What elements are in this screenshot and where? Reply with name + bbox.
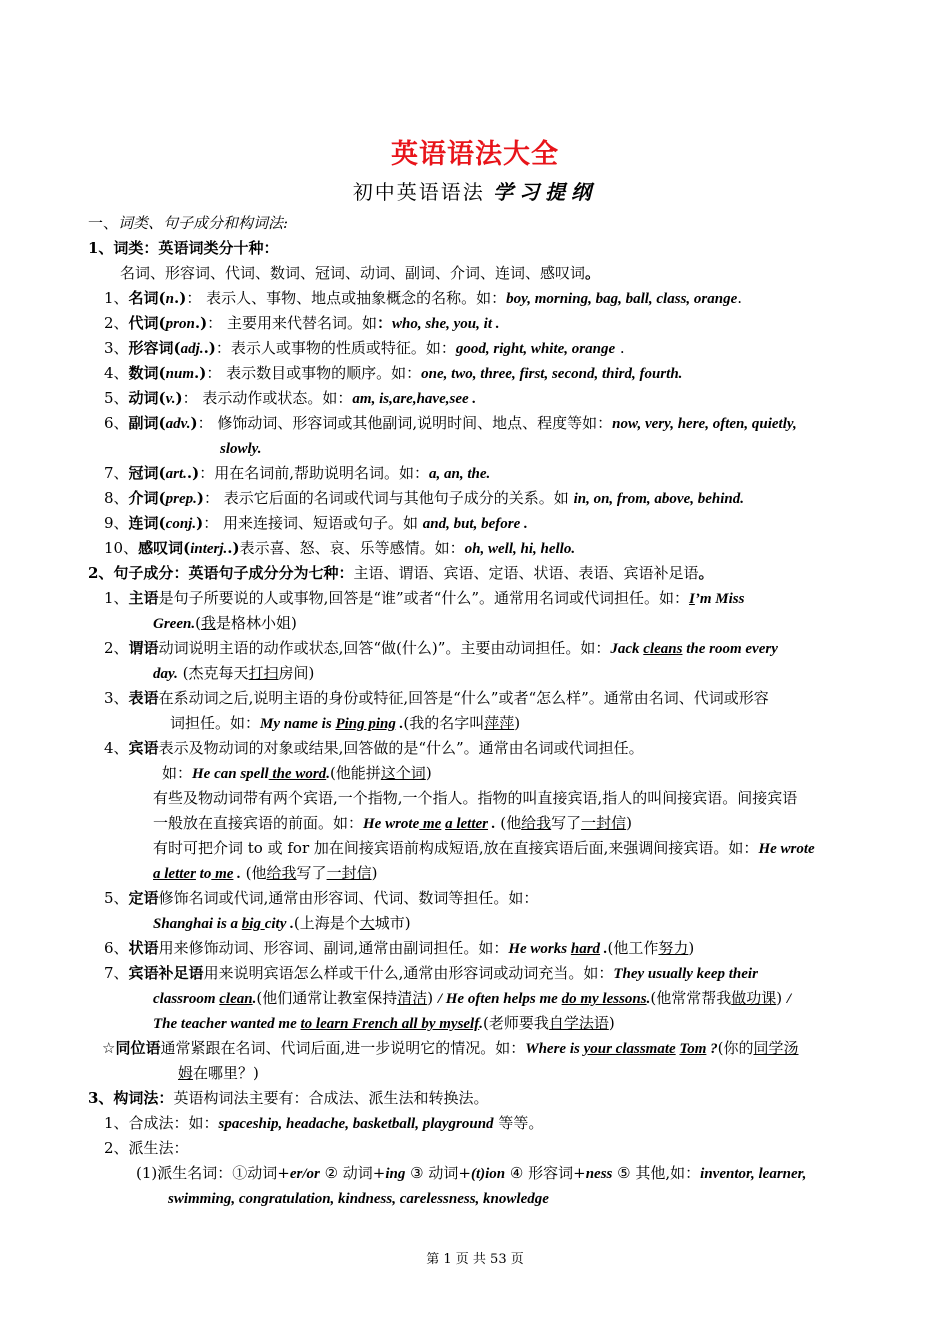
text-run: ：表示人或事物的性质或特征。如： — [215, 339, 456, 357]
subtitle-main: 初中英语语法 — [352, 180, 485, 204]
text-line — [88, 238, 278, 258]
text-run: hard — [570, 941, 601, 957]
text-run: 同位语 — [115, 1039, 161, 1057]
text-run: 动词( — [128, 389, 166, 407]
text-run: 同学汤 — [753, 1039, 799, 1057]
text-run: me — [419, 816, 442, 832]
text-run: They usually keep their — [613, 966, 758, 982]
text-run: day. — [153, 666, 178, 682]
text-line — [104, 1113, 543, 1134]
text-line — [104, 638, 778, 659]
text-run: 是格林小姐) — [215, 614, 297, 632]
text-run: 在系动词之后,说明主语的身份或特征,回答是“什么”或者“怎么样”。通常由名词、代词或形容 — [158, 689, 769, 707]
text-line — [153, 1013, 615, 1034]
text-run: boy, morning, bag, ball, class, orange — [506, 291, 738, 307]
text-run: ) — [776, 989, 787, 1007]
text-run: ing — [385, 1166, 406, 1182]
text-run: 等等。 — [493, 1114, 544, 1132]
page-title: 英语语法大全 — [391, 139, 559, 170]
text-run: 姆 — [178, 1064, 194, 1082]
text-run: ：用在名词前,帮助说明名词。如： — [199, 464, 430, 482]
text-run: (他 — [240, 864, 267, 882]
page-footer: 第 1 页 共 53 页 — [426, 1252, 524, 1267]
text-run: ： — [376, 314, 392, 332]
text-run: 表示及物动词的对象或结果,回答做的是“什么”。通常由名词或代词担任。 — [158, 739, 644, 757]
text-run: 5、 — [104, 389, 129, 407]
text-run: 1、 — [104, 289, 129, 307]
text-run: a letter — [445, 816, 488, 832]
text-run: .) — [194, 314, 208, 332]
text-line — [104, 738, 644, 758]
text-run: ： 修饰动词、形容词或其他副词,说明时间、地点、程度等如： — [197, 414, 613, 432]
text-run: 一、 — [88, 214, 119, 232]
text-run: adv. — [165, 416, 191, 432]
text-line — [104, 588, 744, 609]
text-run: 副词( — [128, 414, 166, 432]
text-line — [104, 463, 490, 484]
text-run: 介词( — [128, 489, 166, 507]
text-run: . — [737, 289, 743, 307]
text-run: 词类、句子成分和构词法: — [118, 214, 289, 232]
text-run: a, an, the. — [429, 466, 491, 482]
text-run: (他工作 — [607, 939, 659, 957]
text-run: (他能拼 — [329, 764, 381, 782]
text-run: big — [241, 916, 265, 932]
text-run: Green. — [153, 616, 196, 632]
text-run: ) — [175, 389, 183, 407]
text-run: conj. — [165, 516, 197, 532]
text-run: ： 表示数目或事物的顺序。如： — [206, 364, 422, 382]
text-run: 写了 — [296, 864, 327, 882]
text-line — [104, 688, 769, 708]
text-run: 主语 — [128, 589, 159, 607]
text-run: 给我 — [266, 864, 297, 882]
text-run: 2、 — [104, 639, 129, 657]
text-run: 英语构词法主要有：合成法、派生法和转换法。 — [173, 1089, 489, 1107]
text-run: My name is — [260, 716, 336, 732]
text-run: ) — [190, 414, 198, 432]
text-run: 3、 — [104, 689, 129, 707]
text-run: ’m Miss — [694, 591, 745, 607]
text-line — [104, 513, 528, 534]
text-run: ) — [196, 514, 204, 532]
text-run: pron — [165, 316, 195, 332]
text-run: 用来说明宾语怎么样或干什么,通常由形容词或动词充当。如： — [203, 964, 614, 982]
text-run: ( — [195, 614, 201, 632]
text-run: . — [326, 766, 330, 782]
text-run: .) — [174, 289, 187, 307]
text-run: 动词说明主语的动作或状态,回答“做(什么)”。主要由动词担任。如： — [158, 639, 611, 657]
text-run: He wrote — [363, 816, 420, 832]
text-run: .) — [186, 464, 200, 482]
text-run: . — [252, 991, 257, 1007]
text-line — [153, 863, 377, 884]
text-run: 有些及物动词带有两个宾语,一个指物,一个指人。指物的叫直接宾语,指人的叫间接宾语。间接宾语 — [153, 789, 798, 807]
text-run: 2、 — [104, 314, 129, 332]
text-run: 城市) — [374, 914, 411, 932]
text-run: / He often helps me — [437, 991, 562, 1007]
text-line — [153, 613, 297, 634]
text-run: 1、 — [104, 589, 129, 607]
page-subtitle — [0, 176, 950, 205]
text-run: 这个词 — [380, 764, 426, 782]
text-run: 写了 — [551, 814, 582, 832]
text-run: ) — [688, 939, 695, 957]
text-line — [104, 938, 694, 959]
text-run: prep. — [165, 491, 197, 507]
text-run: ) — [196, 489, 205, 507]
text-run: ) — [371, 864, 378, 882]
text-run: 通常紧跟在名词、代词后面,进一步说明它的情况。如： — [160, 1039, 526, 1057]
text-run: (老师要我 — [482, 1014, 549, 1032]
text-run: The teacher wanted me — [153, 1016, 301, 1032]
text-run: He works — [508, 941, 571, 957]
text-run: 7、 — [104, 964, 129, 982]
text-run: ) — [427, 989, 438, 1007]
text-run: He can spell — [192, 766, 269, 782]
text-line — [168, 1188, 549, 1209]
text-run: 9、 — [104, 514, 129, 532]
text-line — [102, 1038, 799, 1059]
text-run: a letter — [153, 866, 196, 882]
text-run: 是句子所要说的人或事物,回答是“谁”或者“什么”。通常用名词或代词担任。如： — [158, 589, 690, 607]
text-run: 2、句子成分：英语句子成分分为七种： — [88, 564, 354, 582]
text-run: 在哪里？) — [193, 1064, 259, 1082]
text-run: 一封信 — [326, 864, 372, 882]
text-run: adj. — [180, 341, 204, 357]
text-run: who, she, you, it . — [391, 316, 500, 332]
text-run: one, two, three, first, second, third, fourth. — [421, 366, 683, 382]
text-line — [104, 313, 500, 334]
text-run: I — [689, 591, 695, 607]
text-run: 一封信 — [581, 814, 627, 832]
text-line — [153, 663, 314, 684]
text-run: 萍萍 — [484, 714, 515, 732]
text-run: .) — [194, 364, 207, 382]
text-line — [153, 813, 632, 834]
text-run: Shanghai is a — [153, 916, 242, 932]
text-run: ☆ — [102, 1039, 116, 1057]
text-run: interj. — [190, 541, 228, 557]
text-run: classroom — [153, 991, 220, 1007]
text-run: 冠词( — [128, 464, 166, 482]
text-run: (上海是个 — [293, 914, 360, 932]
text-run: 连词( — [128, 514, 166, 532]
text-run: num — [165, 366, 195, 382]
text-run: ④ 形容词+ — [505, 1164, 586, 1182]
text-run: swimming, congratulation, kindness, carelessness, knowledge — [168, 1191, 549, 1207]
text-line — [153, 988, 791, 1009]
text-run: 自学法语 — [548, 1014, 609, 1032]
text-run: ： 表示它后面的名词或代词与其他句子成分的关系。如 — [204, 489, 574, 507]
text-run: 6、 — [104, 939, 129, 957]
text-run: 词担任。如： — [170, 714, 261, 732]
text-run: 大 — [359, 914, 375, 932]
text-run: in, on, from, above, behind. — [573, 491, 744, 507]
text-run: oh, well, hi, hello. — [464, 541, 576, 557]
text-run: slowly. — [220, 441, 262, 457]
text-run: 有时可把介词 to 或 for 加在间接宾语前构成短语,放在直接宾语后面,来强调间接宾语。如： — [153, 839, 759, 857]
text-run: art. — [165, 466, 187, 482]
text-run: (他常常帮我 — [650, 989, 732, 1007]
text-run: 主语、谓语、宾语、定语、状语、表语、宾语补足语 — [353, 564, 699, 582]
text-run: now, very, here, often, quietly, — [612, 416, 797, 432]
text-run: 3、 — [104, 339, 129, 357]
text-run: and, but, before . — [422, 516, 528, 532]
text-run: (他们通常让教室保持 — [256, 989, 398, 1007]
text-run: ? — [706, 1041, 718, 1057]
text-run: .) — [227, 539, 240, 557]
text-run: 1、合成法：如： — [104, 1114, 219, 1132]
text-line — [170, 713, 520, 734]
text-run: ) — [626, 814, 633, 832]
text-run: Tom — [679, 1041, 707, 1057]
text-run: n — [165, 291, 174, 307]
text-run: 2、派生法： — [104, 1139, 189, 1157]
text-run: 7、 — [104, 464, 129, 482]
text-run: 谓语 — [128, 639, 159, 657]
text-line — [88, 1088, 488, 1108]
text-run: ⑤ 其他,如： — [612, 1164, 701, 1182]
text-line — [88, 563, 713, 583]
text-run: inventor, learner, — [700, 1166, 807, 1182]
text-line — [153, 838, 815, 859]
text-run: 5、 — [104, 889, 129, 907]
text-run: . — [600, 941, 608, 957]
text-run: 给我 — [521, 814, 552, 832]
text-run: (1)派生名词：①动词+ — [136, 1164, 290, 1182]
text-run: (你的 — [717, 1039, 754, 1057]
text-run: 修饰名词或代词,通常由形容词、代词、数词等担任。如： — [158, 889, 539, 907]
text-run: clean — [219, 991, 253, 1007]
text-run: . — [646, 991, 651, 1007]
text-run: ： 表示动作或状态。如： — [182, 389, 353, 407]
text-run: to learn French all by myself — [300, 1016, 480, 1032]
text-run: 清洁 — [397, 989, 428, 1007]
text-run: do my lessons — [561, 991, 647, 1007]
text-run: 3、构词法： — [88, 1089, 174, 1107]
text-run: 1、词类：英语词类分十种： — [88, 239, 279, 257]
text-line — [104, 363, 682, 384]
text-run: ② 动词+ — [319, 1164, 386, 1182]
text-run: Where is — [525, 1041, 584, 1057]
text-run: 做功课 — [731, 989, 777, 1007]
text-run: / — [786, 991, 792, 1007]
text-line — [104, 538, 575, 559]
text-run: 。 — [698, 564, 714, 582]
text-run: your classmate — [583, 1041, 676, 1057]
text-run: ness — [585, 1166, 613, 1182]
text-line — [104, 388, 476, 409]
text-run: spaceship, headache, basketball, playground — [218, 1116, 494, 1132]
text-run: 宾语补足语 — [128, 964, 204, 982]
text-line — [104, 413, 797, 434]
text-run: (t)ion — [470, 1166, 506, 1182]
text-run: cleans — [643, 641, 683, 657]
text-run: to — [195, 866, 212, 882]
text-line — [104, 1138, 189, 1158]
text-line — [153, 788, 797, 808]
text-run: 10、 — [104, 539, 139, 557]
text-run: . — [615, 339, 625, 357]
text-run: 状语 — [128, 939, 159, 957]
text-run: (我的名字叫 — [403, 714, 485, 732]
text-run: am, is,are,have,see . — [352, 391, 477, 407]
text-run: ： 主要用来代替名词。如 — [207, 314, 377, 332]
text-run: 形容词( — [128, 339, 181, 357]
text-run: 一般放在直接宾语的前面。如： — [153, 814, 364, 832]
text-run: . — [233, 866, 241, 882]
text-run: ) — [514, 714, 521, 732]
text-run: (他 — [495, 814, 522, 832]
text-run: 8、 — [104, 489, 129, 507]
text-line — [104, 963, 758, 984]
text-run: 。 — [585, 264, 601, 282]
text-run: He wrote — [758, 841, 815, 857]
text-run: (杰克每天 — [177, 664, 249, 682]
text-run: 我 — [200, 614, 216, 632]
text-line — [104, 488, 744, 509]
text-run: 4、 — [104, 739, 129, 757]
text-line — [136, 1163, 806, 1184]
text-run: . — [395, 716, 404, 732]
text-run: good, right, white, orange — [455, 341, 616, 357]
text-run: . — [479, 1016, 483, 1032]
text-run: 努力 — [658, 939, 689, 957]
text-run: 用来修饰动词、形容词、副词,通常由副词担任。如： — [158, 939, 509, 957]
text-run: 定语 — [128, 889, 159, 907]
text-run: 表语 — [128, 689, 159, 707]
text-line — [104, 888, 538, 908]
text-run: ③ 动词+ — [405, 1164, 471, 1182]
text-line — [220, 438, 262, 459]
text-run: ) — [608, 1014, 615, 1032]
text-run: 如： — [162, 764, 193, 782]
text-run: Ping ping — [335, 716, 396, 732]
text-run: 感叹词( — [138, 539, 191, 557]
text-run: me — [211, 866, 234, 882]
text-run: 表示喜、怒、哀、乐等感情。如： — [239, 539, 465, 557]
text-line — [162, 763, 432, 784]
text-line — [104, 288, 742, 309]
text-run: 数词( — [128, 364, 166, 382]
text-run: 宾语 — [128, 739, 159, 757]
text-line — [178, 1063, 259, 1083]
text-run: er/or — [289, 1166, 320, 1182]
text-run: ： 用来连接词、短语或句子。如 — [203, 514, 423, 532]
text-run: 名词( — [128, 289, 166, 307]
text-run: v. — [165, 391, 176, 407]
text-run: 6、 — [104, 414, 129, 432]
text-run: 名词、形容词、代词、数词、冠词、动词、副词、介词、连词、感叹词 — [120, 264, 586, 282]
text-line — [153, 913, 411, 934]
text-run: city . — [264, 916, 294, 932]
subtitle-sub: 学习提纲 — [493, 180, 598, 204]
text-line — [88, 213, 288, 233]
text-run: Jack — [610, 641, 644, 657]
text-line — [120, 263, 600, 283]
text-run: the room every — [682, 641, 778, 657]
text-run: ： 表示人、事物、地点或抽象概念的名称。如： — [186, 289, 507, 307]
text-run: the word — [268, 766, 327, 782]
text-run: . — [488, 816, 496, 832]
text-run: 代词( — [128, 314, 166, 332]
text-run: 打扫 — [248, 664, 279, 682]
text-run: 房间) — [278, 664, 315, 682]
text-line — [104, 338, 625, 359]
text-run: ) — [425, 764, 432, 782]
text-run: .) — [203, 339, 216, 357]
text-run: 4、 — [104, 364, 129, 382]
